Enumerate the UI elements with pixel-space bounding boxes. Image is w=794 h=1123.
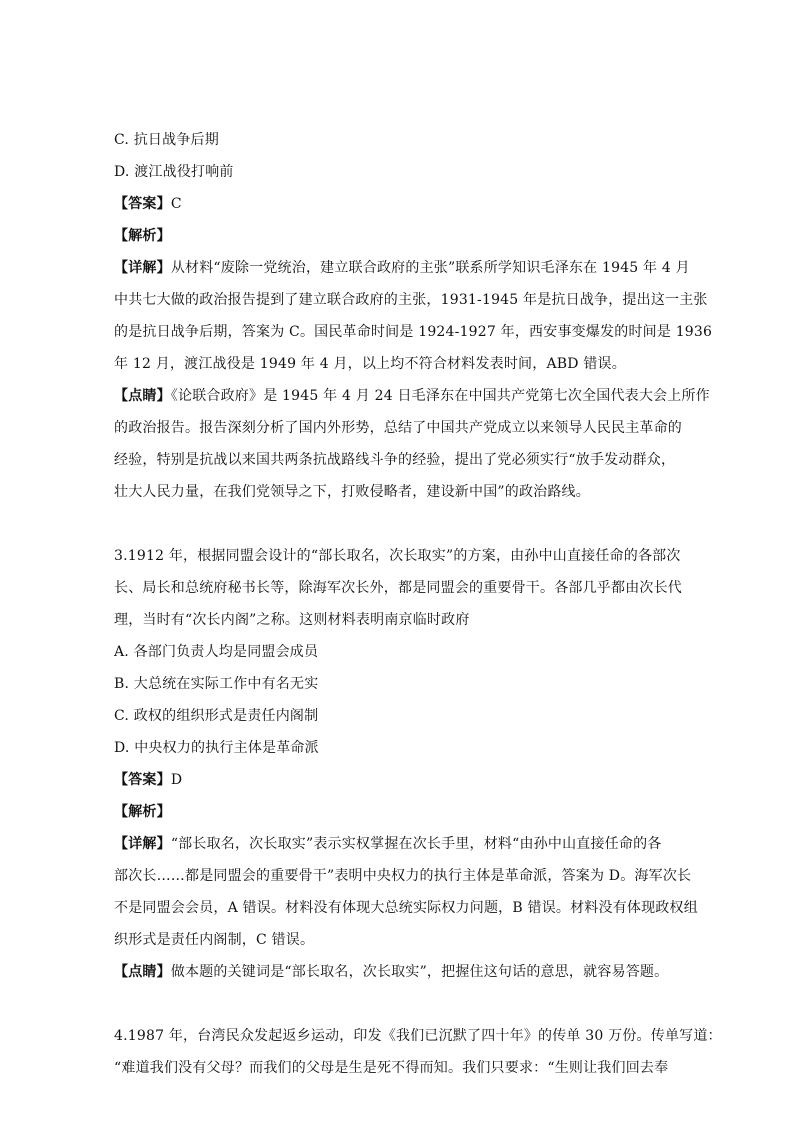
- q3-detail-line: 部次长……都是同盟会的重要骨干”表明中央权力的执行主体是革命派，答案为 D。海军次长: [114, 868, 692, 884]
- q3-detail-line: 不是同盟会会员，A 错误。材料没有体现大总统实际权力问题，B 错误。材料没有体现政权组: [114, 900, 698, 916]
- detail-tag: 【详解】: [114, 260, 171, 276]
- tip-text: 《论联合政府》是 1945 年 4 月 24 日毛泽东在中国共产党第七次全国代表大会上所作: [170, 388, 710, 404]
- q3-option-a: A. 各部门负责人均是同盟会成员: [114, 644, 319, 660]
- q2-tip-line: 经验，特别是抗战以来国共两条抗战路线斗争的经验，提出了党必须实行“放手发动群众，: [114, 452, 676, 468]
- detail-text: “部长取名，次长取实”表示实权掌握在次长手里，材料“由孙中山直接任命的各: [170, 836, 662, 852]
- tip-text: 做本题的关键词是“部长取名，次长取实”，把握住这句话的意思，就容易答题。: [170, 964, 669, 980]
- q3-option-d: D. 中央权力的执行主体是革命派: [114, 740, 319, 756]
- answer-tag: 【答案】: [114, 196, 171, 212]
- q3-stem-line: 3.1912 年，根据同盟会设计的“部长取名，次长取实”的方案，由孙中山直接任命的各部次: [114, 548, 681, 564]
- q2-tip-line: 壮大人民力量，在我们党领导之下，打败侵略者，建设新中国”的政治路线。: [114, 484, 590, 500]
- q3-stem-line: 长、局长和总统府秘书长等，除海军次长外，都是同盟会的重要骨干。各部几乎都由次长代: [114, 580, 682, 596]
- q2-answer: [114, 194, 694, 214]
- q2-detail-line: 年 12 月，渡江战役是 1949 年 4 月，以上均不符合材料发表时间，ABD 错误。: [114, 356, 626, 372]
- answer-value: C: [170, 196, 182, 212]
- detail-text: 从材料“废除一党统治，建立联合政府的主张”联系所学知识毛泽东在 1945 年 4 月: [170, 260, 690, 276]
- q3-analysis-heading: 【解析】: [114, 804, 171, 820]
- q4-stem-line: 4.1987 年，台湾民众发起返乡运动，印发《我们已沉默了四十年》的传单 30 万份。传单写道：: [114, 1028, 722, 1044]
- q2-tip-line: 的政治报告。报告深刻分析了国内外形势，总结了中国共产党成立以来领导人民民主革命的: [114, 420, 682, 436]
- q2-tip-line: [114, 386, 710, 406]
- q3-option-b: B. 大总统在实际工作中有名无实: [114, 676, 319, 692]
- q3-detail-line: [114, 834, 694, 854]
- q2-option-d: D. 渡江战役打响前: [114, 164, 234, 180]
- q2-detail-line: 的是抗日战争后期，答案为 C。国民革命时间是 1924-1927 年，西安事变爆发的时间是 1936: [114, 324, 713, 340]
- q4-stem-line: “难道我们没有父母？而我们的父母是生是死不得而知。我们只要求：“生则让我们回去奉: [114, 1060, 669, 1076]
- q2-option-c: C. 抗日战争后期: [114, 132, 219, 148]
- q3-stem-line: 理，当时有“次长内阁”之称。这则材料表明南京临时政府: [114, 612, 470, 628]
- q2-analysis-heading: 【解析】: [114, 228, 171, 244]
- q3-detail-line: 织形式是责任内阁制，C 错误。: [114, 932, 315, 948]
- q2-detail-line: 中共七大做的政治报告提到了建立联合政府的主张，1931-1945 年是抗日战争，提出这一主张: [114, 292, 708, 308]
- answer-tag: 【答案】: [114, 772, 171, 788]
- detail-tag: 【详解】: [114, 836, 171, 852]
- q3-tip-line: [114, 962, 694, 982]
- answer-value: D: [170, 772, 183, 788]
- q2-detail-line: [114, 258, 694, 278]
- tip-tag: 【点睛】: [114, 388, 171, 404]
- q3-option-c: C. 政权的组织形式是责任内阁制: [114, 708, 319, 724]
- tip-tag: 【点睛】: [114, 964, 171, 980]
- q3-answer: [114, 770, 694, 790]
